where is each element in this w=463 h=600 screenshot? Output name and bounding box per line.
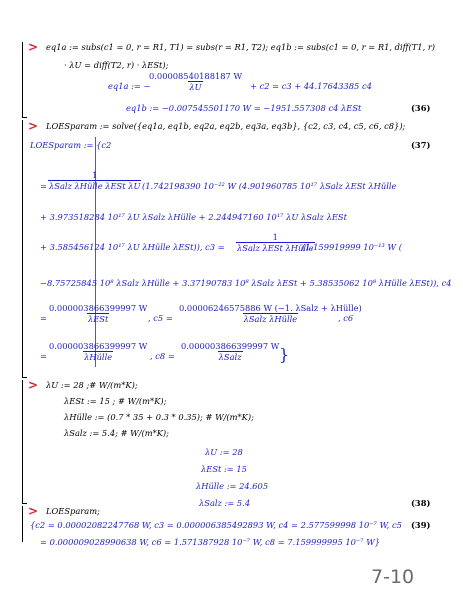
output-line: =: [40, 351, 47, 361]
fraction: 1 λSalz λHülle λESt λU: [49, 170, 141, 191]
output-eq1b: eq1b := −0.007545501170 W = −1951.557308 c4 λESt: [126, 103, 362, 113]
output-line: = 0.000009028990638 W, c6 = 1.571387928 10⁻⁷ W, c8 = 7.159999995 10⁻⁷ W}: [40, 537, 381, 547]
output-line: (1.742198390 10⁻²² W (4.901960785 10¹⁷ λSalz λESt λHülle: [142, 181, 397, 191]
group-bracket-2: [22, 120, 23, 378]
output-line: λESt := 15: [201, 464, 247, 474]
equation-number: (37): [411, 140, 431, 150]
fraction: 0.000003866399997 W λESt: [49, 303, 148, 324]
output-line: , c5 =: [148, 313, 173, 323]
fraction: 0.00006246575886 W (−1. λSalz + λHülle) λSalz λHülle: [179, 303, 362, 324]
input-line[interactable]: LOESparam;: [46, 506, 100, 516]
input-line[interactable]: · λU = diff(T2, r) · λESt);: [64, 60, 169, 70]
page-number: 7-10: [371, 566, 415, 588]
output-line: λSalz := 5.4: [199, 498, 251, 508]
output-line: + 3.585456124 10¹⁷ λU λHülle λESt)), c3 =: [40, 242, 225, 252]
input-line[interactable]: LOESparam := solve({eq1a, eq1b, eq2a, eq2b, eq3a, eq3b}, {c2, c3, c4, c5, c6, c8});: [46, 121, 406, 131]
output-eq1a-prefix: eq1a := −: [108, 81, 151, 91]
group-bracket-4: [22, 506, 23, 542]
equation-number: (38): [411, 498, 431, 508]
output-line: =: [40, 181, 47, 191]
prompt-symbol: >: [28, 378, 39, 392]
output-line: , c8 =: [150, 351, 175, 361]
input-line[interactable]: λESt := 15 ; # W/(m*K);: [64, 396, 167, 406]
group-bracket-1-end: [22, 117, 27, 118]
output-line: (1.159919999 10⁻¹³ W (: [302, 242, 402, 252]
input-line[interactable]: eq1a := subs(c1 = 0, r = R1, T1) = subs(r = R1, T2); eq1b := subs(c1 = 0, r = R1, diff(T1, r): [46, 42, 436, 52]
prompt-symbol: >: [28, 119, 39, 133]
output-line: λHülle := 24.605: [196, 481, 269, 491]
output-line: λU := 28: [205, 447, 243, 457]
input-line[interactable]: λHülle := (0.7 * 35 + 0.3 * 0.35); # W/(m*K);: [64, 412, 254, 422]
fraction: 0.000003866399997 W λSalz: [181, 341, 280, 362]
group-bracket-3: [22, 380, 23, 504]
group-bracket-1: [22, 42, 23, 118]
output-line: −8.75725845 10⁸ λSalz λHülle + 3.37190783 10⁸ λSalz λESt + 5.38535062 10⁸ λHülle λESt)), c4: [40, 278, 452, 288]
equation-number: (36): [411, 103, 431, 113]
output-line: , c6: [338, 313, 354, 323]
output-head: LOESparam := {c2: [30, 140, 112, 150]
output-line: {c2 = 0.00002082247768 W, c3 = 0.000006385492893 W, c4 = 2.577599998 10⁻⁷ W, c5: [30, 520, 402, 530]
fraction: 1 λSalz λESt λHülle: [237, 232, 314, 253]
output-line: =: [40, 313, 47, 323]
output-line: }: [279, 345, 290, 364]
output-line: + 3.973518284 10¹⁷ λU λSalz λHülle + 2.244947160 10¹⁷ λU λSalz λESt: [40, 212, 347, 222]
fraction: $\frac{0.00008540188187 W}{\lambda U}$: [149, 71, 242, 92]
prompt-symbol: >: [28, 40, 39, 54]
prompt-symbol: >: [28, 504, 39, 518]
input-line[interactable]: λU := 28 ;# W/(m*K);: [46, 380, 138, 390]
equation-number: (39): [411, 520, 431, 530]
group-bracket-3-end: [22, 503, 27, 504]
group-bracket-2-end: [22, 377, 27, 378]
output-eq1a-rhs: + c2 = c3 + 44.17643385 c4: [250, 81, 372, 91]
input-line[interactable]: λSalz := 5.4; # W/(m*K);: [64, 428, 169, 438]
fraction: 0.000003866399997 W λHülle: [49, 341, 148, 362]
